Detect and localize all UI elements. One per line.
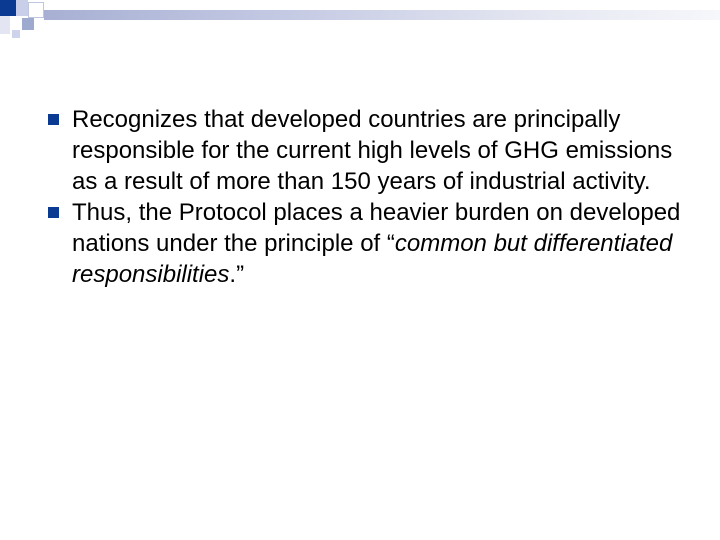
bullet-item bbox=[48, 104, 688, 197]
bullet-list bbox=[48, 104, 688, 290]
emphasized-phrase: common but differentiated responsibilities bbox=[72, 230, 673, 288]
top-gradient-rule bbox=[44, 10, 720, 20]
bullet-item bbox=[48, 197, 688, 290]
bullet-text-start: Thus, the Protocol places a heavier burden on developed nations under the principle of “ bbox=[72, 199, 681, 257]
decor-square bbox=[12, 30, 20, 38]
decor-square bbox=[0, 0, 16, 16]
decor-square bbox=[28, 2, 44, 18]
square-bullet-icon bbox=[48, 207, 59, 218]
decor-square bbox=[16, 0, 28, 16]
bullet-text: Recognizes that developed countries are principally responsible for the current high levels of GHG emissions as a result of more than 150 years of industrial activity. bbox=[72, 106, 673, 195]
bullet-text-end: .” bbox=[229, 261, 245, 288]
decor-square bbox=[22, 18, 34, 30]
square-bullet-icon bbox=[48, 114, 59, 125]
decor-square bbox=[0, 16, 10, 34]
bullet-text bbox=[72, 199, 680, 288]
